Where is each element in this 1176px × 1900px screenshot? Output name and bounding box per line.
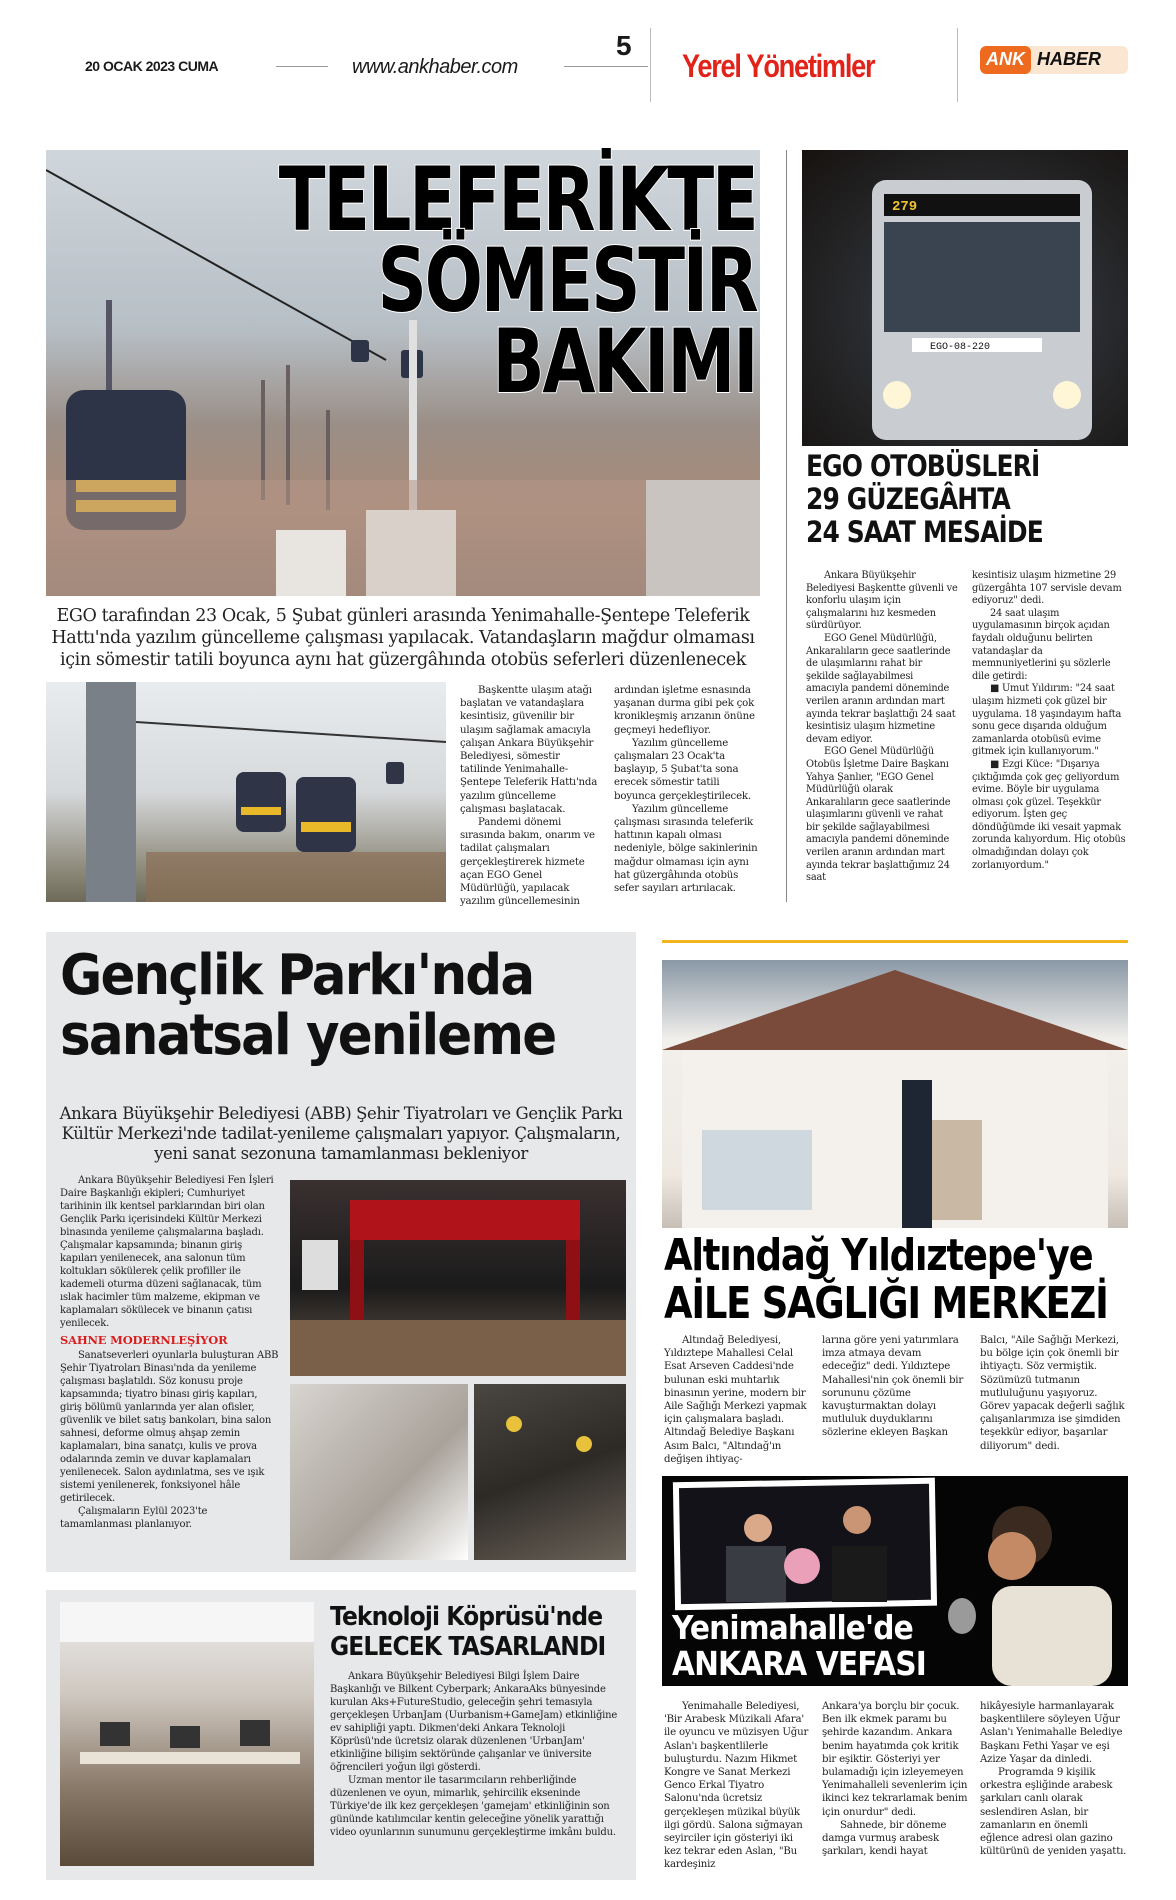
worker-helmet [506,1416,522,1432]
bus-windshield [884,222,1080,332]
paragraph: Yenimahalle Belediyesi, 'Bir Arabesk Müzikali Afara' ile oyuncu ve müzisyen Uğur Aslan'ı başkentlilerle buluşturdu. Nazım Hikmet Kongre ve Sanat Merkezi Genco Erkal Tiyatro Salonu'nda ücretsiz gerçekleşen müzikal büyük ilgi gördü. Salona sığmayan seyirciler için gösteriyi iki kez tekrar eden Aslan, "Bu kardeşiniz [664,1701,809,1871]
singer-jacket [992,1586,1112,1686]
gondola-cabin [236,772,286,832]
laptop [240,1720,270,1746]
ego-column-1 [806,570,958,885]
headline-line: Yenimahalle'de [672,1608,913,1647]
bus-headlight [883,381,911,409]
logo-haber: HABER [1037,49,1102,69]
paragraph: hikâyesiyle harmanlayarak başkentlilere söyleyen Uğur Aslan'ı Yenimahalle Belediye Başkanı Fethi Yaşar ve eşi Azize Yaşar da dinledi. [980,1701,1123,1765]
gondola-stripe [241,807,281,815]
building [366,510,456,596]
performer-face [843,1506,871,1534]
paragraph: Altındağ Belediyesi, Yıldıztepe Mahallesi Celal Esat Arseven Caddesi'nde bulunan eski muhtarlık binasının yerine, modern bir Aile Sağlığı Merkezi yapmak için çalışmalara başladı. Altındağ Belediye Başkanı Asım Balcı, "Altındağ'ın değişen ihtiyaç- [664,1335,807,1465]
stage-floor [290,1320,626,1376]
building-illustration [662,960,1128,1228]
gondola-stripe [301,822,351,832]
stage-illustration [290,1180,626,1376]
paragraph: Balcı, "Aile Sağlığı Merkezi, bu bölge için çok önemli bir ihtiyaçtı. Söz vermiştik. Sözümüzü tutmanın mutluluğunu yaşıyoruz. Görev yapacak değerli sağlık çalışanlarımıza ise şimdiden teşekkür ediyor, başarılar diliyorum" dedi. [980,1335,1125,1452]
pylon [86,682,136,902]
workers-illustration [474,1384,626,1560]
paragraph: Uzman mentor ile tasarımcıların rehberliğinde düzenlenen ve oyun, mimarlık, şehircilik ekseninde Türkiye'de ilk kez gerçekleşen 'gamejam' etkinliğinin son gününde katılımcılar kentin geleceğine yönelik yarattığı video oyunlarının sunumunu gerçekleştirme imkânı buldu. [330,1775,616,1838]
teknoloji-body [330,1670,626,1839]
paragraph: Yazılım güncelleme çalışmaları 23 Ocak'ta başlayıp, 5 Şubat'ta sona erecek sömestir tatili boyunca gerçekleştirilecek. [614,737,751,802]
logo-ank: ANK [980,46,1031,74]
headline-line: 29 GÜZEGÂHTA [806,482,1010,516]
theater-stage-photo [290,1180,626,1376]
headline-line: GELECEK TASARLANDI [330,1632,606,1662]
singer-face [988,1532,1036,1580]
teleferik-column-1 [460,684,600,908]
yenimahalle-column-1 [664,1700,810,1872]
ego-column-2 [972,570,1128,872]
altindag-column-2 [822,1334,968,1440]
paragraph: Çalışmaların Eylül 2023'te tamamlanması planlanıyor. [60,1506,208,1530]
gondola-cabin [296,777,356,852]
genclik-deck: Ankara Büyükşehir Belediyesi (ABB) Şehir Tiyatroları ve Gençlik Parkı Kültür Merkezi'nde tadilat-yenileme çalışmaları yapıyor. Çalışmaların, yeni sanat sezonuna tamamlanması bekleniyor [59,1104,623,1163]
issue-date: 20 OCAK 2023 CUMA [85,58,219,74]
headline-line: 24 SAAT MESAİDE [806,515,1043,549]
paragraph: kesintisiz ulaşım hizmetine 29 güzergâhta 107 servisle devam ediyoruz" dedi. [972,570,1122,607]
paragraph: EGO Genel Müdürlüğü, Ankaralıların gece saatlerinde de ulaşımlarını rahat bir şekilde sağlayabilmesi amacıyla pandemi döneminde verilen aranın ardından mart ayında tekrar başlattığı 24 saat kesintisiz ulaşım hizmetine devam ediyor. [806,632,956,745]
headline-line: Gençlik Parkı'nda [60,943,534,1008]
gondola-small [386,762,404,784]
page-number: 5 [616,30,632,61]
bus-headlight [1053,381,1081,409]
paragraph: Başkentte ulaşım atağı başlatan ve vatandaşlara kesintisiz, güvenilir bir ulaşım sağlamak amacıyla çalışan Ankara Büyükşehir Belediyesi, sömestir tatilinde Yenimahalle-Şentepe Teleferik Hattı'nda yazılım güncelleme çalışması başlatacak. [460,685,598,815]
stage-curtain-side [350,1240,364,1320]
rooftops [146,852,446,902]
header-divider [276,66,328,67]
header-divider [564,66,648,67]
person-mayor [902,1080,932,1228]
quote-paragraph: ■ Umut Yıldırım: "24 saat ulaşım hizmeti çok güzel bir uygulama. 18 yaşındayım hafta sonu gece dışarıda olduğum zamanlarda otobüsü evime gitmek için kullanıyorum." [972,683,1122,758]
ankhaber-logo[interactable] [980,46,1128,74]
stage-curtain-side [566,1240,580,1320]
paragraph: Sanatseverleri oyunlarla buluşturan ABB Şehir Tiyatroları Binası'nda da yenileme çalışması başlatıldı. Söz konusu proje kapsamında; tiyatro binası giriş kapıları, giriş bölümü yanlarında yer alan ofisler, güvenlik ve bilet satış bankoları, bina salon sahnesi, deforme olmuş ahşap zemin kaplamaları, bina sanatçı, kulis ve prova odalarında zemin ve duvar kaplamaları yenilenecek. Salon aydınlatma, ses ve ışık sistemi yenilenerek, fonksiyonel hâle getirilecek. [60,1350,279,1504]
flower-bouquet [784,1548,820,1584]
bus-plate-text: EGO-08-220 [930,342,991,353]
stairs-construction-photo [290,1384,468,1560]
person-in-suit [726,1546,786,1602]
altindag-column-1 [664,1334,810,1466]
headline-line: Teknoloji Köprüsü'nde [330,1602,603,1632]
paragraph: EGO Genel Müdürlüğü Otobüs İşletme Daire Başkanı Yahya Şanlıer, "EGO Genel Müdürlüğü olarak Ankaralıların gece saatlerinde ulaşımlarını güvenli ve rahat bir şekilde sağlayabilmesi amacıyla pandemi döneminde verilen aranın ardından mart ayında tekrar başlattığımız 24 saat [806,746,951,884]
portrait-frame [302,1240,338,1290]
laptop [100,1722,130,1746]
paragraph: Programda 9 kişilik orkestra eşliğinde arabesk şarkıları canlı olarak seslendiren Aslan, bir zamanların en önemli eğlence adresi olan gazino kültürünü de yeniden yaşattı. [980,1767,1127,1858]
teleferik-column-2 [614,684,760,895]
header-vertical-rule [650,28,651,102]
paragraph: Ankara'ya borçlu bir çocuk. Ben ilk ekmek paramı bu şehirde kazandım. Ankara benim hayatımda çok kritik bir eşiktir. Gösteriyi yer bulamadığı için izleyemeyen Yenimahalleli sevenlerim için ikinci kez tekrarlamak benim için onurdur" dedi. [822,1701,968,1818]
column-rule [786,150,787,902]
workshop-illustration [60,1602,314,1866]
table [80,1752,300,1764]
paragraph: Sahnede, bir döneme damga vurmuş arabesk şarkıları, kendi hayat [822,1819,947,1858]
building [646,480,760,596]
altindag-headline [664,1232,1134,1328]
shop-window [702,1130,812,1210]
stage-curtain [350,1200,580,1240]
bus-photo [802,150,1128,446]
paragraph: Yazılım güncelleme çalışması sırasında teleferik hattının kapalı olması nedeniyle, bölge sakinlerinin mağdur olmaması için aynı hat güzergâhında otobüs sefer sayıları artırılacak. [614,803,758,895]
paragraph: Pandemi dönemi sırasında bakım, onarım ve tadilat çalışmaları gerçekleştirerek hizmete açan EGO Genel Müdürlüğü, yapılacak yazılım güncellemesinin [460,817,595,908]
headline-line: TELEFERİKTE [278,148,756,251]
paragraph: Ankara Büyükşehir Belediyesi Bilgi İşlem Daire Başkanlığı ve Bilkent Cyberpark; AnkaraAks bünyesinde kurulan Aks+FutureStudio, geleceğin şehri temasıyla gerçekleşen UrbanJam (Uurbanism+GameJam) etkinliğine ev sahipliği yaptı. Dikmen'deki Ankara Teknoloji Köprüsü'nde ücretsiz olarak düzenlenen 'UrbanJam' etkinliğine bilişim sektöründe çalışanlar ve üniversite öğrencileri yoğun ilgi gösterdi. [330,1671,618,1773]
yenimahalle-column-3 [980,1700,1128,1858]
workers-photo [474,1384,626,1560]
building [276,530,346,596]
paragraph: larına göre yeni yatırımlara imza atmaya devam edeceğiz" dedi. Yıldıztepe Mahallesi'nin çok önemli bir sorununu çözüme kavuşturmaktan dolayı mutluluk duyduklarını sözlerine ekleyen Başkan [822,1335,964,1439]
laptop [170,1726,200,1748]
altindag-column-3 [980,1334,1128,1453]
teknoloji-headline [330,1602,636,1662]
headline-line: ANKARA VEFASI [672,1644,926,1683]
roof [662,970,1128,1050]
headline-line: sanatsal yenileme [60,1003,556,1068]
genclik-body [60,1174,280,1531]
site-url[interactable]: www.ankhaber.com [352,56,518,78]
headline-line: AİLE SAĞLIĞI MERKEZİ [664,1278,1108,1329]
genclik-subhead: SAHNE MODERNLEŞİYOR [60,1333,228,1347]
headline-line: SÖMESTİR [377,228,756,332]
cable-line [136,722,446,742]
performer [832,1546,887,1602]
paragraph: 24 saat ulaşım uygulamasının birçok açıdan faydalı olduğunu belirten vatandaşlar da memnuniyetlerini şu sözlerle dile getirdi: [972,607,1111,682]
headline-line: EGO OTOBÜSLERİ [806,449,1040,483]
paragraph: Ankara Büyükşehir Belediyesi Fen İşleri Daire Başkanlığı ekipleri; Cumhuriyet tarihinin ilk kentsel parklarından biri olan Gençlik Parkı içerisindeki Kültür Merkezi binasında yenileme çalışmalarına başladı. Çalışmalar kapsamında; binanın giriş kapıları yenilenecek, ana salonun tüm koltukları sökülerek çelik profiller ile kademeli oturma düzeni sağlanacak, tüm ıslak hacimler tüm malzeme, ekipman ve kaplamaları sökülecek ve binanın çatısı yenilecek. [60,1175,274,1329]
yenimahalle-column-2 [822,1700,968,1858]
gondola-arm [106,300,112,390]
headline-line: Altındağ Yıldıztepe'ye [664,1230,1093,1281]
health-center-photo [662,960,1128,1228]
quote-paragraph: ■ Ezgi Küce: "Dışarıya çıktığımda çok geç geliyordum evime. Böyle bir uygulama olması çok güzel. Teşekkür ediyorum. İşten geç döndüğümde iki vesait yapmak zorunda kalıyordum. Hiç otobüs olmadığından dolayı çok zorlanıyordum." [972,758,1126,871]
headline-line: BAKIMI [492,309,756,413]
person-face [744,1514,772,1542]
yenimahalle-headline [672,1610,942,1682]
bus-route-text: 279 [892,199,918,215]
teleferik-headline [278,148,756,413]
paragraph: ardından işletme esnasında yaşanan durma gibi pek çok kronikleşmiş arızanın önüne geçmeyi hedefliyor. [614,685,755,736]
section-title: Yerel Yönetimler [682,48,875,84]
ego-headline [806,450,1116,549]
cable-car-illustration [46,682,446,902]
bus-illustration [802,150,1128,446]
header-vertical-rule [957,28,958,102]
ceiling [60,1602,314,1642]
microphone [948,1598,976,1634]
inset-photo [679,1484,931,1604]
paragraph: Ankara Büyükşehir Belediyesi Başkentte güvenli ve konforlu ulaşım için çalışmalarını hız kesmeden sürdürüyor. [806,570,958,632]
section-rule [662,940,1128,943]
worker-helmet [576,1436,592,1452]
cable-car-photo-2 [46,682,446,902]
genclik-headline [60,943,630,1068]
teleferik-deck: EGO tarafından 23 Ocak, 5 Şubat günleri arasında Yenimahalle-Şentepe Teleferik Hattı'nda yazılım güncelleme çalışması yapılacak. Vatandaşların mağdur olmaması için sömestir tatili boyunca aynı hat güzergâhında otobüs seferleri düzenlenecek [51,606,755,670]
workshop-photo [60,1602,314,1866]
